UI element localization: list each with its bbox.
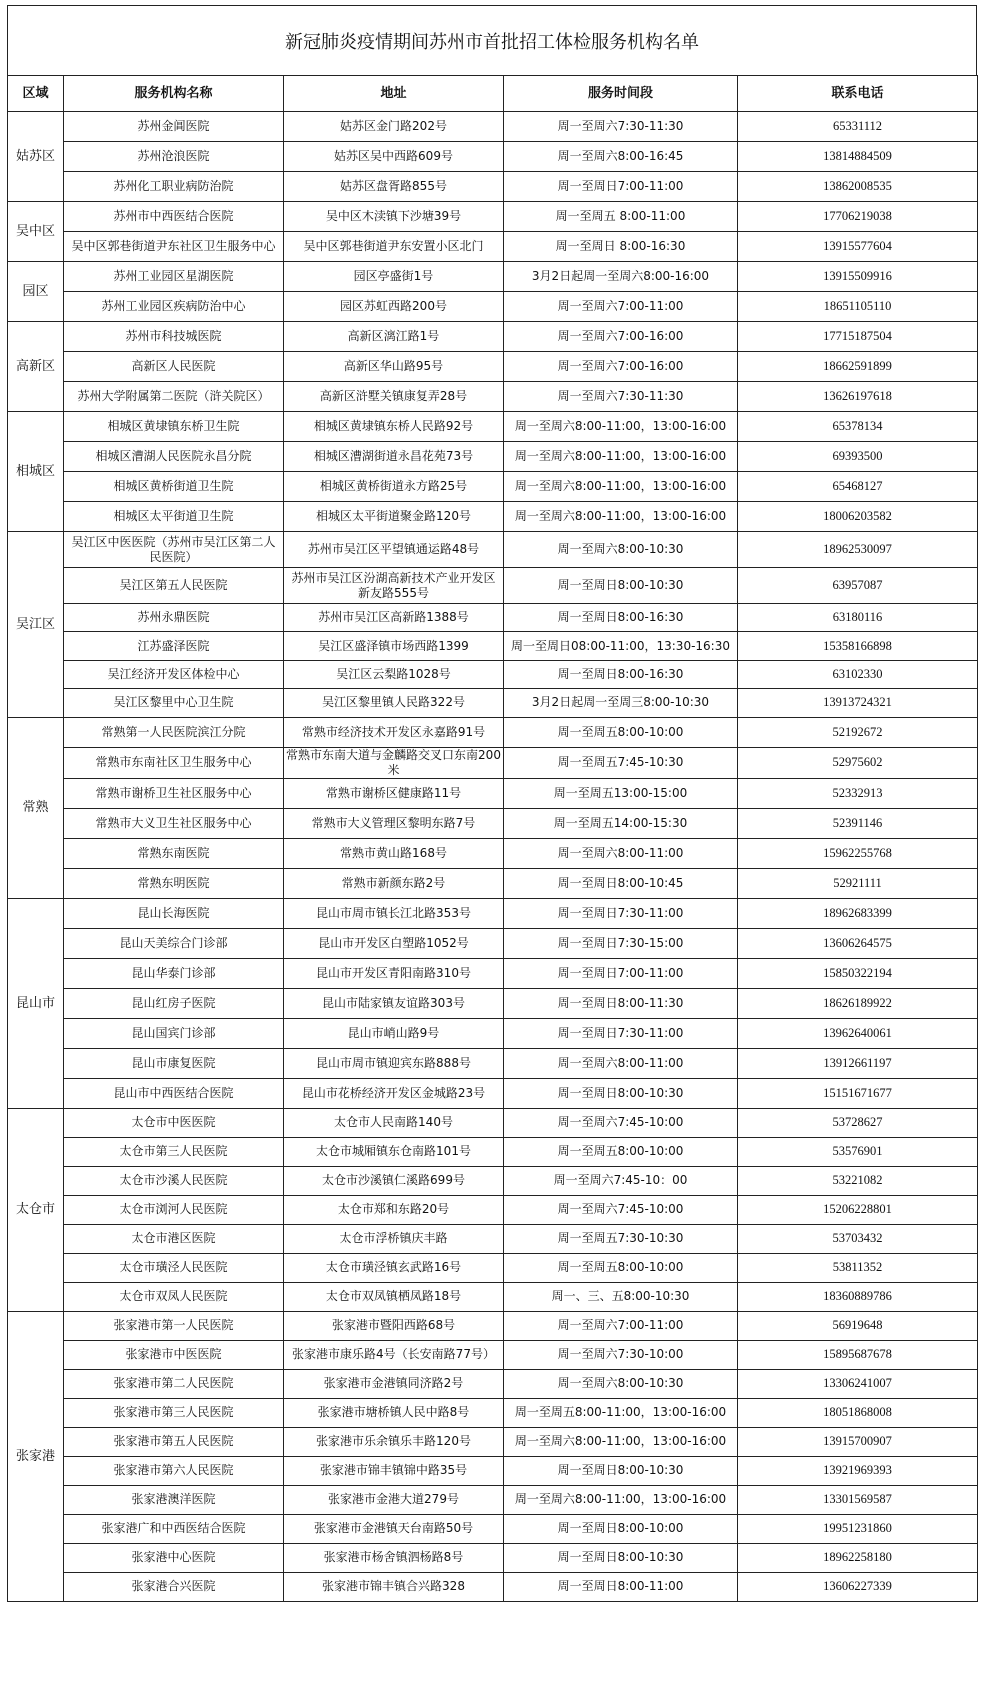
region-cell: 园区 xyxy=(8,262,64,322)
header-hours: 服务时间段 xyxy=(504,76,738,112)
phone-cell: 65468127 xyxy=(738,472,978,502)
phone-cell: 13915509916 xyxy=(738,262,978,292)
table-row xyxy=(8,292,978,322)
address-cell: 园区亭盛街1号 xyxy=(284,262,504,292)
phone-cell: 18962258180 xyxy=(738,1543,978,1572)
hours-cell: 周一至周日8:00-16:30 xyxy=(504,604,738,632)
hours-cell: 周一、三、五8:00-10:30 xyxy=(504,1282,738,1311)
hours-cell: 周一至周日8:00-10:30 xyxy=(504,568,738,604)
hours-cell: 周一至周五8:00-10:00 xyxy=(504,1137,738,1166)
phone-cell: 13606264575 xyxy=(738,928,978,958)
hours-cell: 周一至周日8:00-10:45 xyxy=(504,868,738,898)
address-cell: 常熟市经济技术开发区永嘉路91号 xyxy=(284,717,504,747)
header-region: 区域 xyxy=(8,76,64,112)
phone-cell: 15151671677 xyxy=(738,1078,978,1108)
hours-cell: 周一至周五13:00-15:00 xyxy=(504,778,738,808)
name-cell: 苏州大学附属第二医院（浒关院区） xyxy=(64,382,284,412)
table-row xyxy=(8,660,978,688)
table-row xyxy=(8,632,978,660)
address-cell: 高新区浒墅关镇康复弄28号 xyxy=(284,382,504,412)
hours-cell: 周一至周六7:30-10:00 xyxy=(504,1340,738,1369)
table-row xyxy=(8,838,978,868)
table-row xyxy=(8,1369,978,1398)
region-cell: 高新区 xyxy=(8,322,64,412)
phone-cell: 53811352 xyxy=(738,1253,978,1282)
phone-cell: 13606227339 xyxy=(738,1572,978,1601)
name-cell: 相城区黄桥街道卫生院 xyxy=(64,472,284,502)
phone-cell: 53728627 xyxy=(738,1108,978,1137)
hours-cell: 周一至周五8:00-11:00，13:00-16:00 xyxy=(504,1398,738,1427)
address-cell: 吴江区盛泽镇市场西路1399 xyxy=(284,632,504,660)
hours-cell: 周一至周五8:00-10:00 xyxy=(504,717,738,747)
address-cell: 园区苏虹西路200号 xyxy=(284,292,504,322)
table-row xyxy=(8,568,978,604)
hours-cell: 周一至周日8:00-10:00 xyxy=(504,1514,738,1543)
address-cell: 昆山市开发区青阳南路310号 xyxy=(284,958,504,988)
table-row xyxy=(8,747,978,778)
phone-cell: 63180116 xyxy=(738,604,978,632)
hours-cell: 周一至周日 8:00-16:30 xyxy=(504,232,738,262)
hours-cell: 周一至周日8:00-16:30 xyxy=(504,660,738,688)
name-cell: 张家港市中医医院 xyxy=(64,1340,284,1369)
name-cell: 昆山红房子医院 xyxy=(64,988,284,1018)
address-cell: 吴江区黎里镇人民路322号 xyxy=(284,689,504,717)
hours-cell: 周一至周日08:00-11:00，13:30-16:30 xyxy=(504,632,738,660)
hours-cell: 周一至周六7:45-10：00 xyxy=(504,1166,738,1195)
hours-cell: 周一至周日7:00-11:00 xyxy=(504,172,738,202)
hours-cell: 周一至周五14:00-15:30 xyxy=(504,808,738,838)
name-cell: 太仓市沙溪人民医院 xyxy=(64,1166,284,1195)
phone-cell: 52192672 xyxy=(738,717,978,747)
phone-cell: 15895687678 xyxy=(738,1340,978,1369)
phone-cell: 52391146 xyxy=(738,808,978,838)
phone-cell: 13915700907 xyxy=(738,1427,978,1456)
address-cell: 昆山市陆家镇友谊路303号 xyxy=(284,988,504,1018)
region-cell: 常熟 xyxy=(8,717,64,898)
hours-cell: 周一至周六8:00-11:00，13:00-16:00 xyxy=(504,1427,738,1456)
address-cell: 常熟市新颜东路2号 xyxy=(284,868,504,898)
name-cell: 苏州市中西医结合医院 xyxy=(64,202,284,232)
table-row xyxy=(8,142,978,172)
address-cell: 吴中区郭巷街道尹东安置小区北门 xyxy=(284,232,504,262)
address-cell: 昆山市峭山路9号 xyxy=(284,1018,504,1048)
table-row xyxy=(8,928,978,958)
phone-cell: 18626189922 xyxy=(738,988,978,1018)
name-cell: 高新区人民医院 xyxy=(64,352,284,382)
name-cell: 常熟市东南社区卫生服务中心 xyxy=(64,747,284,778)
hours-cell: 周一至周日8:00-10:30 xyxy=(504,1078,738,1108)
phone-cell: 15358166898 xyxy=(738,632,978,660)
name-cell: 吴江经济开发区体检中心 xyxy=(64,660,284,688)
table-row xyxy=(8,472,978,502)
phone-cell: 18006203582 xyxy=(738,502,978,532)
address-cell: 吴江区云梨路1028号 xyxy=(284,660,504,688)
phone-cell: 65378134 xyxy=(738,412,978,442)
header-address: 地址 xyxy=(284,76,504,112)
address-cell: 昆山市周市镇迎宾东路888号 xyxy=(284,1048,504,1078)
table-row xyxy=(8,1485,978,1514)
name-cell: 太仓市双凤人民医院 xyxy=(64,1282,284,1311)
phone-cell: 19951231860 xyxy=(738,1514,978,1543)
table-row xyxy=(8,1195,978,1224)
table-row xyxy=(8,808,978,838)
name-cell: 张家港合兴医院 xyxy=(64,1572,284,1601)
name-cell: 太仓市第三人民医院 xyxy=(64,1137,284,1166)
address-cell: 姑苏区吴中西路609号 xyxy=(284,142,504,172)
name-cell: 吴中区郭巷街道尹东社区卫生服务中心 xyxy=(64,232,284,262)
phone-cell: 13306241007 xyxy=(738,1369,978,1398)
address-cell: 相城区漕湖街道永昌花苑73号 xyxy=(284,442,504,472)
phone-cell: 18962683399 xyxy=(738,898,978,928)
table-row xyxy=(8,172,978,202)
address-cell: 张家港市金港镇同济路2号 xyxy=(284,1369,504,1398)
address-cell: 高新区漓江路1号 xyxy=(284,322,504,352)
name-cell: 江苏盛泽医院 xyxy=(64,632,284,660)
address-cell: 张家港市乐余镇乐丰路120号 xyxy=(284,1427,504,1456)
hours-cell: 3月2日起周一至周六8:00-16:00 xyxy=(504,262,738,292)
phone-cell: 65331112 xyxy=(738,112,978,142)
table-row xyxy=(8,1572,978,1601)
address-cell: 张家港市塘桥镇人民中路8号 xyxy=(284,1398,504,1427)
region-cell: 姑苏区 xyxy=(8,112,64,202)
phone-cell: 53221082 xyxy=(738,1166,978,1195)
phone-cell: 69393500 xyxy=(738,442,978,472)
name-cell: 张家港市第五人民医院 xyxy=(64,1427,284,1456)
address-cell: 张家港市金港镇天台南路50号 xyxy=(284,1514,504,1543)
address-cell: 太仓市双凤镇栖凤路18号 xyxy=(284,1282,504,1311)
table-row xyxy=(8,717,978,747)
document-title: 新冠肺炎疫情期间苏州市首批招工体检服务机构名单 xyxy=(7,5,977,76)
address-cell: 张家港市锦丰镇锦中路35号 xyxy=(284,1456,504,1485)
name-cell: 张家港市第二人民医院 xyxy=(64,1369,284,1398)
hours-cell: 3月2日起周一至周三8:00-10:30 xyxy=(504,689,738,717)
region-cell: 张家港 xyxy=(8,1311,64,1601)
address-cell: 相城区黄桥街道永方路25号 xyxy=(284,472,504,502)
name-cell: 昆山市中西医结合医院 xyxy=(64,1078,284,1108)
phone-cell: 15206228801 xyxy=(738,1195,978,1224)
name-cell: 常熟东明医院 xyxy=(64,868,284,898)
address-cell: 太仓市浮桥镇庆丰路 xyxy=(284,1224,504,1253)
hours-cell: 周一至周六8:00-16:45 xyxy=(504,142,738,172)
table-row xyxy=(8,898,978,928)
hours-cell: 周一至周六7:45-10:00 xyxy=(504,1108,738,1137)
hours-cell: 周一至周五 8:00-11:00 xyxy=(504,202,738,232)
name-cell: 常熟东南医院 xyxy=(64,838,284,868)
address-cell: 姑苏区盘胥路855号 xyxy=(284,172,504,202)
address-cell: 昆山市开发区白塑路1052号 xyxy=(284,928,504,958)
hours-cell: 周一至周六7:00-16:00 xyxy=(504,352,738,382)
name-cell: 昆山华泰门诊部 xyxy=(64,958,284,988)
hours-cell: 周一至周六7:45-10:00 xyxy=(504,1195,738,1224)
address-cell: 高新区华山路95号 xyxy=(284,352,504,382)
name-cell: 苏州市科技城医院 xyxy=(64,322,284,352)
hours-cell: 周一至周日8:00-11:00 xyxy=(504,1572,738,1601)
phone-cell: 56919648 xyxy=(738,1311,978,1340)
name-cell: 常熟市大义卫生社区服务中心 xyxy=(64,808,284,838)
table-row xyxy=(8,352,978,382)
address-cell: 常熟市大义管理区黎明东路7号 xyxy=(284,808,504,838)
table-row xyxy=(8,1398,978,1427)
hours-cell: 周一至周五8:00-10:00 xyxy=(504,1253,738,1282)
phone-cell: 13915577604 xyxy=(738,232,978,262)
phone-cell: 18651105110 xyxy=(738,292,978,322)
phone-cell: 52332913 xyxy=(738,778,978,808)
phone-cell: 63957087 xyxy=(738,568,978,604)
address-cell: 常熟市东南大道与金麟路交叉口东南200米 xyxy=(284,747,504,778)
table-row xyxy=(8,112,978,142)
address-cell: 相城区太平街道聚金路120号 xyxy=(284,502,504,532)
phone-cell: 13962640061 xyxy=(738,1018,978,1048)
name-cell: 苏州工业园区星湖医院 xyxy=(64,262,284,292)
table-row xyxy=(8,532,978,568)
name-cell: 苏州永鼎医院 xyxy=(64,604,284,632)
hours-cell: 周一至周六7:30-11:30 xyxy=(504,382,738,412)
header-phone: 联系电话 xyxy=(738,76,978,112)
region-cell: 太仓市 xyxy=(8,1108,64,1311)
hours-cell: 周一至周日7:30-11:00 xyxy=(504,1018,738,1048)
name-cell: 太仓市璜泾人民医院 xyxy=(64,1253,284,1282)
name-cell: 吴江区黎里中心卫生院 xyxy=(64,689,284,717)
hours-cell: 周一至周日8:00-11:30 xyxy=(504,988,738,1018)
name-cell: 昆山天美综合门诊部 xyxy=(64,928,284,958)
phone-cell: 53576901 xyxy=(738,1137,978,1166)
phone-cell: 63102330 xyxy=(738,660,978,688)
name-cell: 相城区太平街道卫生院 xyxy=(64,502,284,532)
table-row xyxy=(8,412,978,442)
table-body xyxy=(8,112,978,1602)
phone-cell: 52975602 xyxy=(738,747,978,778)
hours-cell: 周一至周六8:00-10:30 xyxy=(504,1369,738,1398)
address-cell: 张家港市康乐路4号（长安南路77号） xyxy=(284,1340,504,1369)
name-cell: 张家港市第一人民医院 xyxy=(64,1311,284,1340)
name-cell: 苏州金阊医院 xyxy=(64,112,284,142)
table-row xyxy=(8,502,978,532)
address-cell: 苏州市吴江区高新路1388号 xyxy=(284,604,504,632)
hours-cell: 周一至周五7:30-10:30 xyxy=(504,1224,738,1253)
hours-cell: 周一至周五7:45-10:30 xyxy=(504,747,738,778)
address-cell: 常熟市黄山路168号 xyxy=(284,838,504,868)
name-cell: 张家港市第三人民医院 xyxy=(64,1398,284,1427)
address-cell: 昆山市花桥经济开发区金城路23号 xyxy=(284,1078,504,1108)
name-cell: 苏州化工职业病防治院 xyxy=(64,172,284,202)
hours-cell: 周一至周六8:00-11:00，13:00-16:00 xyxy=(504,442,738,472)
name-cell: 昆山长海医院 xyxy=(64,898,284,928)
hours-cell: 周一至周日8:00-10:30 xyxy=(504,1543,738,1572)
name-cell: 苏州沧浪医院 xyxy=(64,142,284,172)
table-row xyxy=(8,868,978,898)
name-cell: 张家港中心医院 xyxy=(64,1543,284,1572)
table-row xyxy=(8,232,978,262)
table-row xyxy=(8,778,978,808)
address-cell: 太仓市沙溪镇仁溪路699号 xyxy=(284,1166,504,1195)
address-cell: 苏州市吴江区平望镇通运路48号 xyxy=(284,532,504,568)
name-cell: 吴江区中医医院（苏州市吴江区第二人民医院） xyxy=(64,532,284,568)
hours-cell: 周一至周六7:00-16:00 xyxy=(504,322,738,352)
table-row xyxy=(8,1543,978,1572)
name-cell: 太仓市中医医院 xyxy=(64,1108,284,1137)
hours-cell: 周一至周六8:00-11:00 xyxy=(504,838,738,868)
name-cell: 吴江区第五人民医院 xyxy=(64,568,284,604)
table-row xyxy=(8,1137,978,1166)
address-cell: 苏州市吴江区汾湖高新技术产业开发区新友路555号 xyxy=(284,568,504,604)
hours-cell: 周一至周六7:00-11:00 xyxy=(504,1311,738,1340)
region-cell: 昆山市 xyxy=(8,898,64,1108)
address-cell: 昆山市周市镇长江北路353号 xyxy=(284,898,504,928)
address-cell: 姑苏区金门路202号 xyxy=(284,112,504,142)
table-row xyxy=(8,322,978,352)
phone-cell: 13921969393 xyxy=(738,1456,978,1485)
table-row xyxy=(8,689,978,717)
address-cell: 吴中区木渎镇下沙塘39号 xyxy=(284,202,504,232)
table-row xyxy=(8,442,978,472)
address-cell: 太仓市城厢镇东仓南路101号 xyxy=(284,1137,504,1166)
table-row xyxy=(8,1340,978,1369)
name-cell: 相城区漕湖人民医院永昌分院 xyxy=(64,442,284,472)
table-row xyxy=(8,262,978,292)
phone-cell: 15850322194 xyxy=(738,958,978,988)
table-row xyxy=(8,1253,978,1282)
header-name: 服务机构名称 xyxy=(64,76,284,112)
table-row xyxy=(8,958,978,988)
table-row xyxy=(8,1514,978,1543)
address-cell: 太仓市郑和东路20号 xyxy=(284,1195,504,1224)
phone-cell: 18962530097 xyxy=(738,532,978,568)
table-row xyxy=(8,1048,978,1078)
address-cell: 张家港市金港大道279号 xyxy=(284,1485,504,1514)
address-cell: 太仓市璜泾镇玄武路16号 xyxy=(284,1253,504,1282)
hours-cell: 周一至周六8:00-10:30 xyxy=(504,532,738,568)
phone-cell: 17706219038 xyxy=(738,202,978,232)
hours-cell: 周一至周六7:30-11:30 xyxy=(504,112,738,142)
table-row xyxy=(8,1018,978,1048)
name-cell: 相城区黄埭镇东桥卫生院 xyxy=(64,412,284,442)
phone-cell: 52921111 xyxy=(738,868,978,898)
phone-cell: 53703432 xyxy=(738,1224,978,1253)
document xyxy=(7,5,977,1675)
phone-cell: 13912661197 xyxy=(738,1048,978,1078)
phone-cell: 18662591899 xyxy=(738,352,978,382)
name-cell: 昆山国宾门诊部 xyxy=(64,1018,284,1048)
table-row xyxy=(8,1456,978,1485)
name-cell: 苏州工业园区疾病防治中心 xyxy=(64,292,284,322)
hours-cell: 周一至周六7:00-11:00 xyxy=(504,292,738,322)
address-cell: 相城区黄埭镇东桥人民路92号 xyxy=(284,412,504,442)
region-cell: 吴江区 xyxy=(8,532,64,718)
table-row xyxy=(8,1166,978,1195)
name-cell: 常熟市谢桥卫生社区服务中心 xyxy=(64,778,284,808)
table-row xyxy=(8,1224,978,1253)
table-row xyxy=(8,604,978,632)
table-row xyxy=(8,1078,978,1108)
address-cell: 常熟市谢桥区健康路11号 xyxy=(284,778,504,808)
hours-cell: 周一至周六8:00-11:00 xyxy=(504,1048,738,1078)
name-cell: 张家港澳洋医院 xyxy=(64,1485,284,1514)
address-cell: 张家港市锦丰镇合兴路328 xyxy=(284,1572,504,1601)
table-row xyxy=(8,988,978,1018)
region-cell: 吴中区 xyxy=(8,202,64,262)
name-cell: 张家港市第六人民医院 xyxy=(64,1456,284,1485)
table-row xyxy=(8,382,978,412)
hours-cell: 周一至周六8:00-11:00，13:00-16:00 xyxy=(504,412,738,442)
institution-table xyxy=(7,75,978,1602)
table-header-row xyxy=(8,76,978,112)
hours-cell: 周一至周六8:00-11:00，13:00-16:00 xyxy=(504,472,738,502)
phone-cell: 13626197618 xyxy=(738,382,978,412)
hours-cell: 周一至周日8:00-10:30 xyxy=(504,1456,738,1485)
name-cell: 太仓市港区医院 xyxy=(64,1224,284,1253)
name-cell: 常熟第一人民医院滨江分院 xyxy=(64,717,284,747)
table-row xyxy=(8,1282,978,1311)
phone-cell: 17715187504 xyxy=(738,322,978,352)
phone-cell: 13913724321 xyxy=(738,689,978,717)
phone-cell: 13301569587 xyxy=(738,1485,978,1514)
hours-cell: 周一至周日7:30-15:00 xyxy=(504,928,738,958)
table-row xyxy=(8,1311,978,1340)
name-cell: 太仓市浏河人民医院 xyxy=(64,1195,284,1224)
name-cell: 昆山市康复医院 xyxy=(64,1048,284,1078)
phone-cell: 13862008535 xyxy=(738,172,978,202)
address-cell: 张家港市杨舍镇泗杨路8号 xyxy=(284,1543,504,1572)
hours-cell: 周一至周六8:00-11:00，13:00-16:00 xyxy=(504,502,738,532)
phone-cell: 18051868008 xyxy=(738,1398,978,1427)
phone-cell: 18360889786 xyxy=(738,1282,978,1311)
address-cell: 张家港市暨阳西路68号 xyxy=(284,1311,504,1340)
hours-cell: 周一至周六8:00-11:00，13:00-16:00 xyxy=(504,1485,738,1514)
name-cell: 张家港广和中西医结合医院 xyxy=(64,1514,284,1543)
table-row xyxy=(8,202,978,232)
address-cell: 太仓市人民南路140号 xyxy=(284,1108,504,1137)
phone-cell: 13814884509 xyxy=(738,142,978,172)
hours-cell: 周一至周日7:30-11:00 xyxy=(504,898,738,928)
table-row xyxy=(8,1108,978,1137)
hours-cell: 周一至周日7:00-11:00 xyxy=(504,958,738,988)
region-cell: 相城区 xyxy=(8,412,64,532)
phone-cell: 15962255768 xyxy=(738,838,978,868)
table-row xyxy=(8,1427,978,1456)
